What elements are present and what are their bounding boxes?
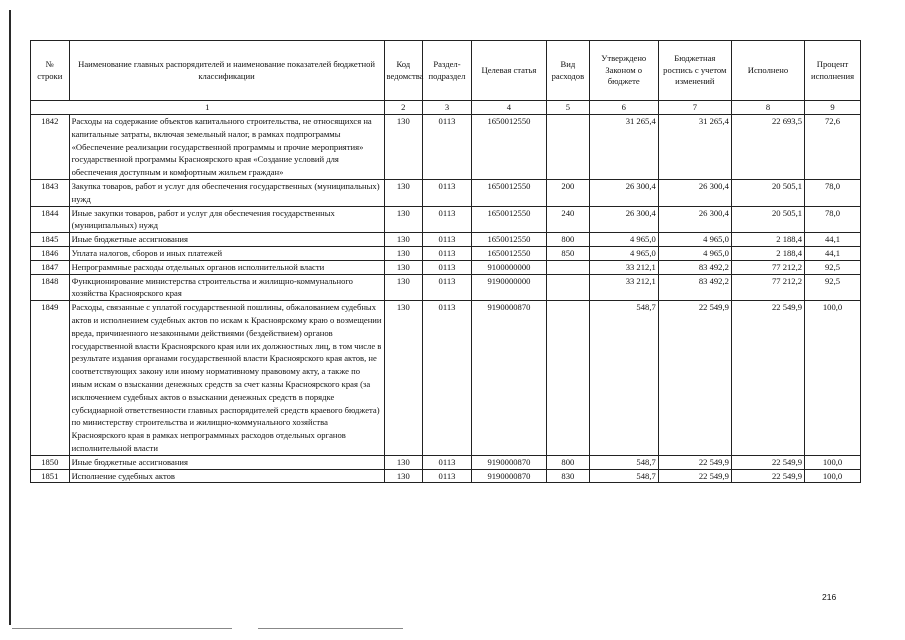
row-executed: 22 549,9 [731, 455, 804, 469]
row-ved-code: 130 [384, 233, 423, 247]
row-expense-type: 800 [547, 455, 590, 469]
row-executed: 20 505,1 [731, 179, 804, 206]
row-executed: 2 188,4 [731, 246, 804, 260]
row-budget-list: 4 965,0 [658, 246, 731, 260]
row-budget-list: 22 549,9 [658, 455, 731, 469]
row-percent: 78,0 [805, 206, 861, 233]
column-number: 8 [731, 101, 804, 115]
header-approved-law: Утверждено Законом о бюджете [589, 41, 658, 101]
row-razdel: 0113 [423, 274, 472, 301]
table-row [31, 260, 861, 274]
row-target-article: 1650012550 [471, 179, 546, 206]
row-number: 1851 [31, 469, 70, 483]
row-name: Иные бюджетные ассигнования [69, 455, 384, 469]
row-percent: 78,0 [805, 179, 861, 206]
row-approved-law: 548,7 [589, 301, 658, 456]
row-name: Иные закупки товаров, работ и услуг для обеспечения государственных (муниципальных) нужд [69, 206, 384, 233]
row-expense-type: 850 [547, 246, 590, 260]
row-target-article: 9190000870 [471, 455, 546, 469]
row-budget-list: 4 965,0 [658, 233, 731, 247]
row-ved-code: 130 [384, 274, 423, 301]
row-executed: 77 212,2 [731, 274, 804, 301]
row-ved-code: 130 [384, 469, 423, 483]
row-name: Исполнение судебных актов [69, 469, 384, 483]
row-ved-code: 130 [384, 246, 423, 260]
row-approved-law: 33 212,1 [589, 274, 658, 301]
row-target-article: 1650012550 [471, 246, 546, 260]
column-number-row [31, 101, 861, 115]
row-razdel: 0113 [423, 246, 472, 260]
row-approved-law: 26 300,4 [589, 206, 658, 233]
row-name: Функционирование министерства строительства и жилищно-коммунального хозяйства Красноярского края [69, 274, 384, 301]
table-header-row [31, 41, 861, 101]
row-target-article: 9190000870 [471, 301, 546, 456]
column-number: 4 [471, 101, 546, 115]
bottom-divider [258, 628, 403, 629]
row-target-article: 1650012550 [471, 233, 546, 247]
row-target-article: 9190000870 [471, 469, 546, 483]
table-row [31, 179, 861, 206]
table-row [31, 455, 861, 469]
row-ved-code: 130 [384, 301, 423, 456]
table-row [31, 246, 861, 260]
row-budget-list: 83 492,2 [658, 260, 731, 274]
table-row [31, 274, 861, 301]
row-target-article: 1650012550 [471, 206, 546, 233]
row-ved-code: 130 [384, 179, 423, 206]
row-expense-type: 830 [547, 469, 590, 483]
row-approved-law: 4 965,0 [589, 233, 658, 247]
row-approved-law: 548,7 [589, 455, 658, 469]
row-name: Расходы, связанные с уплатой государственной пошлины, обжалованием судебных актов и исполнением судебных актов по искам к Красноярскому краю о возмещении вреда, причиненного незаконными действиями (бездействием) органов государственной власти Красноярского края или их должностных лиц, в том числе в результате издания органами государственной власти Красноярского края актов, не соответствующих закону или иному нормативному правовому акту, а также по иным искам о взыскании денежных средств за счет казны Красноярского края (за исключением судебных актов о взыскании денежных средств в порядке субсидиарной ответственности главных распорядителей средств краевого бюджета) по министерству строительства и жилищно-коммунального хозяйства Красноярского края в рамках непрограммных расходов отдельных органов исполнительной власти [69, 301, 384, 456]
row-expense-type [547, 274, 590, 301]
header-ved-code: Код ведомства [384, 41, 423, 101]
row-approved-law: 31 265,4 [589, 115, 658, 180]
budget-table [30, 40, 861, 483]
row-number: 1844 [31, 206, 70, 233]
header-name: Наименование главных распорядителей и наименование показателей бюджетной классификации [69, 41, 384, 101]
row-executed: 22 693,5 [731, 115, 804, 180]
header-row-number: № строки [31, 41, 70, 101]
row-name: Непрограммные расходы отдельных органов исполнительной власти [69, 260, 384, 274]
row-name: Иные бюджетные ассигнования [69, 233, 384, 247]
left-margin-line [9, 10, 11, 625]
row-budget-list: 22 549,9 [658, 469, 731, 483]
row-percent: 100,0 [805, 301, 861, 456]
row-name: Закупка товаров, работ и услуг для обеспечения государственных (муниципальных) нужд [69, 179, 384, 206]
row-target-article: 9190000000 [471, 274, 546, 301]
table-row [31, 301, 861, 456]
row-razdel: 0113 [423, 233, 472, 247]
page-number: 216 [822, 592, 837, 602]
header-razdel: Раздел-подраздел [423, 41, 472, 101]
row-budget-list: 83 492,2 [658, 274, 731, 301]
bottom-divider [12, 628, 232, 629]
row-name: Уплата налогов, сборов и иных платежей [69, 246, 384, 260]
row-percent: 44,1 [805, 233, 861, 247]
row-percent: 44,1 [805, 246, 861, 260]
row-expense-type [547, 260, 590, 274]
row-number: 1849 [31, 301, 70, 456]
row-razdel: 0113 [423, 469, 472, 483]
row-ved-code: 130 [384, 206, 423, 233]
row-target-article: 9100000000 [471, 260, 546, 274]
row-expense-type: 800 [547, 233, 590, 247]
column-number: 1 [31, 101, 385, 115]
row-number: 1843 [31, 179, 70, 206]
row-executed: 77 212,2 [731, 260, 804, 274]
row-razdel: 0113 [423, 301, 472, 456]
row-razdel: 0113 [423, 115, 472, 180]
row-ved-code: 130 [384, 455, 423, 469]
header-target-article: Целевая статья [471, 41, 546, 101]
row-budget-list: 31 265,4 [658, 115, 731, 180]
row-expense-type [547, 115, 590, 180]
row-number: 1848 [31, 274, 70, 301]
row-razdel: 0113 [423, 260, 472, 274]
row-expense-type: 240 [547, 206, 590, 233]
column-number: 2 [384, 101, 423, 115]
table-row [31, 206, 861, 233]
row-name: Расходы на содержание объектов капитального строительства, не относящихся на капитальные затраты, включая земельный налог, в рамках подпрограммы «Обеспечение реализации государственной программы и прочие мероприятия» государственной программы Красноярского края «Создание условий для обеспечения доступным и комфортным жильем граждан» [69, 115, 384, 180]
table-row [31, 469, 861, 483]
row-number: 1846 [31, 246, 70, 260]
row-approved-law: 548,7 [589, 469, 658, 483]
row-executed: 2 188,4 [731, 233, 804, 247]
column-number: 6 [589, 101, 658, 115]
header-expense-type: Вид расходов [547, 41, 590, 101]
row-razdel: 0113 [423, 179, 472, 206]
row-approved-law: 26 300,4 [589, 179, 658, 206]
table-row [31, 115, 861, 180]
row-budget-list: 22 549,9 [658, 301, 731, 456]
row-number: 1845 [31, 233, 70, 247]
row-approved-law: 33 212,1 [589, 260, 658, 274]
row-budget-list: 26 300,4 [658, 206, 731, 233]
row-percent: 100,0 [805, 469, 861, 483]
row-executed: 22 549,9 [731, 469, 804, 483]
row-ved-code: 130 [384, 115, 423, 180]
row-percent: 72,6 [805, 115, 861, 180]
row-executed: 20 505,1 [731, 206, 804, 233]
row-number: 1847 [31, 260, 70, 274]
header-budget-list: Бюджетная роспись с учетом изменений [658, 41, 731, 101]
row-executed: 22 549,9 [731, 301, 804, 456]
row-target-article: 1650012550 [471, 115, 546, 180]
row-number: 1850 [31, 455, 70, 469]
row-expense-type: 200 [547, 179, 590, 206]
column-number: 9 [805, 101, 861, 115]
row-number: 1842 [31, 115, 70, 180]
row-approved-law: 4 965,0 [589, 246, 658, 260]
row-expense-type [547, 301, 590, 456]
row-percent: 92,5 [805, 260, 861, 274]
header-executed: Исполнено [731, 41, 804, 101]
row-razdel: 0113 [423, 206, 472, 233]
row-razdel: 0113 [423, 455, 472, 469]
column-number: 7 [658, 101, 731, 115]
row-percent: 100,0 [805, 455, 861, 469]
table-row [31, 233, 861, 247]
row-budget-list: 26 300,4 [658, 179, 731, 206]
row-ved-code: 130 [384, 260, 423, 274]
column-number: 5 [547, 101, 590, 115]
column-number: 3 [423, 101, 472, 115]
row-percent: 92,5 [805, 274, 861, 301]
header-percent: Процент исполнения [805, 41, 861, 101]
